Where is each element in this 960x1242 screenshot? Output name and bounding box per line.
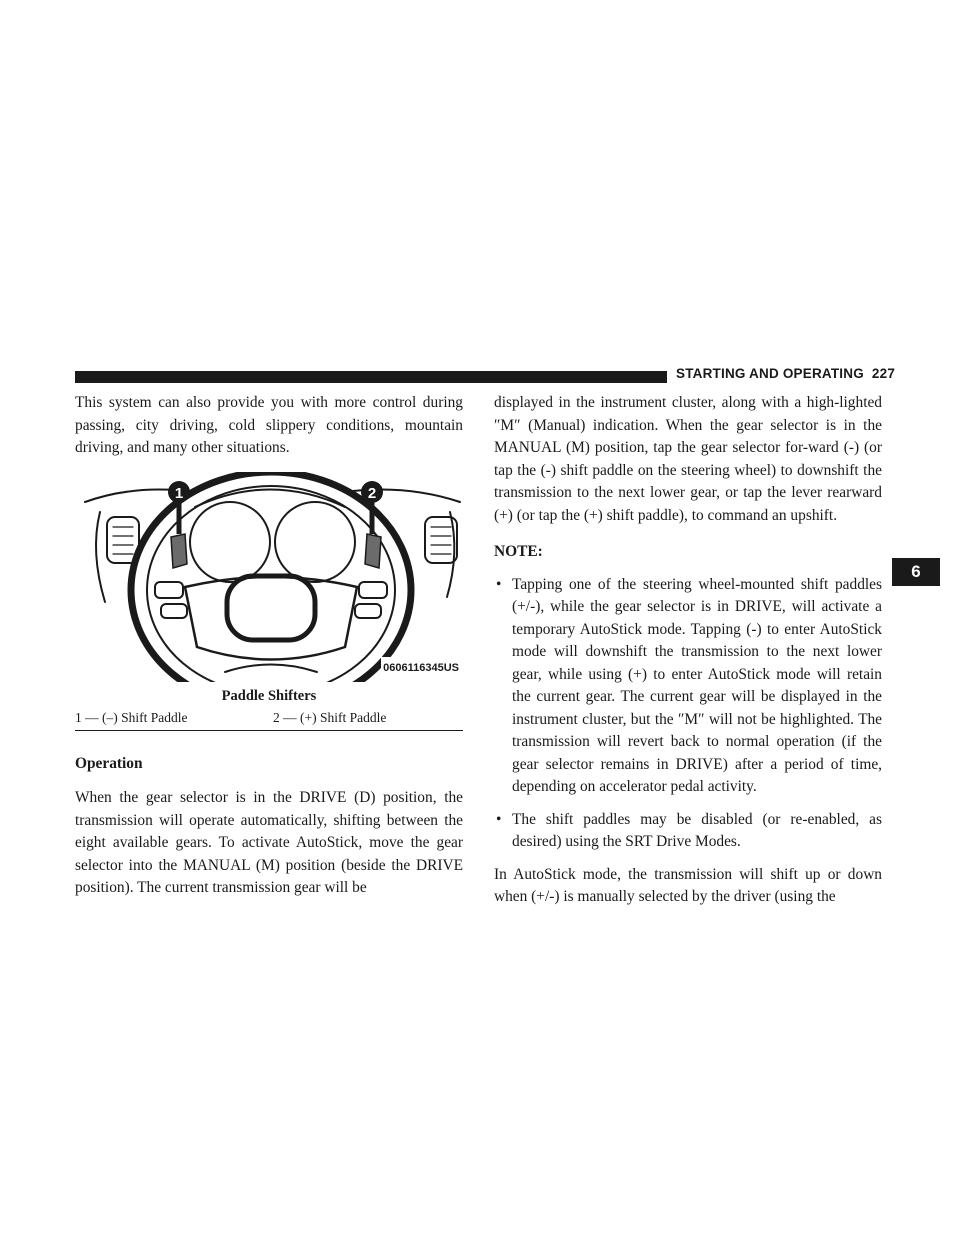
callout-2-label: 2 [367,484,377,502]
header-rule [75,371,667,383]
operation-paragraph: When the gear selector is in the DRIVE (D) position, the transmission will operate automatically, shifting between the eight available gears. To activate AutoStick, move the gear selector into the MANUAL (M) position (beside the DRIVE position). The current transmission gear will be [75,789,463,896]
steering-wheel-illustration [75,472,463,682]
figure-legend [75,706,463,731]
chapter-tab[interactable]: 6 [892,558,940,586]
callout-1-label: 1 [174,484,184,502]
paddle-shifters-figure [75,472,463,682]
bullet-text: Tapping one of the steering wheel-mounted shift paddles (+/-), while the gear selector is in DRIVE, will activate a temporary AutoStick mode. Tapping (-) to enter AutoStick mode will downshift the transmission to the next lower gear, while using (+) to enter AutoStick mode will retain the current gear. The current gear will be displayed in the instrument cluster, but the ″M″ will not be highlighted. The transmission will revert back to normal operation (if the gear selector remains in DRIVE) after a period of time, depending on accelerator pedal activity. [512,575,882,795]
legend-item-2: 2 — (+) Shift Paddle [273,709,387,725]
continuation-paragraph: displayed in the instrument cluster, along with a high-lighted ″M″ (Manual) indication. When the gear selector is in the MANUAL (M) position, tap the gear selector for-ward (-) (or tap the (-) shift paddle on the steering wheel) to downshift the transmission to the next lower gear, or tap the lever rearward (+) (or tap the (+) shift paddle), to command an upshift. [494,394,882,524]
intro-paragraph: This system can also provide you with more control during passing, city driving, cold slippery conditions, mountain driving, and many other situations. [75,394,463,456]
bullet-icon: • [496,810,502,828]
figure-caption: Paddle Shifters [221,687,317,704]
callout-1 [168,481,190,503]
section-heading: Operation [75,754,143,772]
bullet-text: The shift paddles may be disabled (or re-enabled, as desired) using the SRT Drive Modes. [512,810,882,850]
right-column [494,392,882,909]
note-label: NOTE: [494,543,543,560]
closing-paragraph: In AutoStick mode, the transmission will shift up or down when (+/-) is manually selected by the driver (using the [494,865,882,905]
legend-item-1: 1 — (–) Shift Paddle [75,709,188,725]
list-item [494,574,882,799]
note-list [494,574,882,854]
left-column [75,392,463,900]
section-title: STARTING AND OPERATING [676,366,864,381]
callout-2 [361,481,383,503]
list-item [494,809,882,854]
page-number: 227 [871,366,896,381]
bullet-icon: • [496,575,502,593]
figure-code: 0606116345US [381,657,461,680]
running-header [676,366,896,386]
